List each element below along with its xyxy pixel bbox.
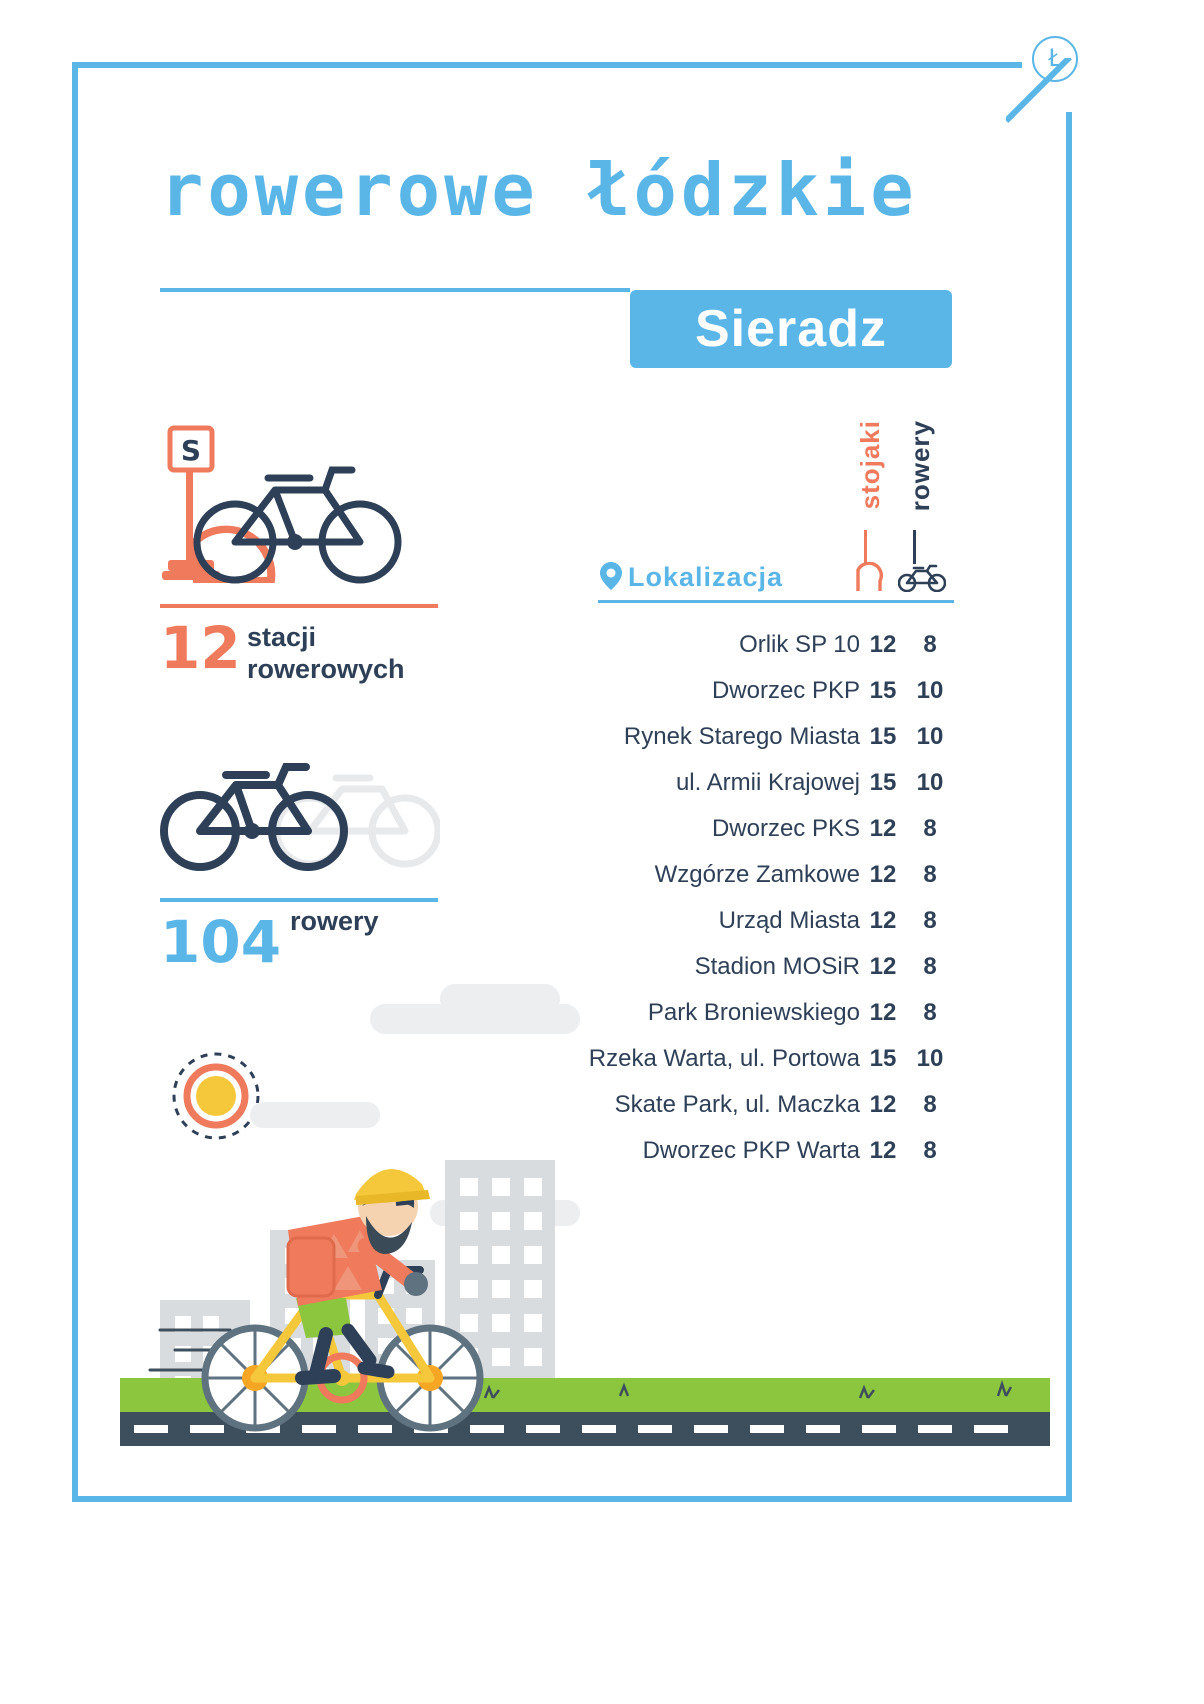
bikes-label: rowery xyxy=(290,906,379,936)
station-location: Orlik SP 10 xyxy=(739,631,860,658)
city-badge: Sieradz xyxy=(630,290,952,368)
station-location: Rynek Starego Miasta xyxy=(623,723,860,750)
station-location: Skate Park, ul. Maczka xyxy=(614,1091,860,1118)
station-racks-count: 15 xyxy=(869,723,897,750)
station-bikes-count: 8 xyxy=(923,631,937,658)
station-bikes-count: 10 xyxy=(916,723,944,750)
station-bikes-count: 8 xyxy=(923,999,937,1026)
bike-rack-icon xyxy=(855,562,883,592)
table-row xyxy=(560,668,954,714)
table-row xyxy=(560,944,954,990)
station-racks-count: 15 xyxy=(869,769,897,796)
bicycle-icon xyxy=(898,564,946,592)
station-bikes-count: 10 xyxy=(916,769,944,796)
page-title: rowerowe łódzkie xyxy=(160,148,918,232)
bike-station-illustration xyxy=(160,420,460,605)
column-header-location: Lokalizacja xyxy=(628,562,784,592)
table-row xyxy=(560,760,954,806)
station-bikes-count: 8 xyxy=(923,1091,937,1118)
stations-divider xyxy=(160,604,438,608)
logo-badge: Ł xyxy=(1032,36,1078,82)
station-location: Wzgórze Zamkowe xyxy=(654,861,860,888)
station-bikes-count: 8 xyxy=(923,1137,937,1164)
station-location: Stadion MOSiR xyxy=(694,953,860,980)
table-row xyxy=(560,990,954,1036)
station-bikes-count: 8 xyxy=(923,815,937,842)
title-divider xyxy=(160,288,630,292)
column-header-bikes: rowery xyxy=(905,420,935,512)
station-racks-count: 12 xyxy=(869,815,897,842)
station-location: Dworzec PKP xyxy=(711,677,860,704)
table-row xyxy=(560,898,954,944)
table-row xyxy=(560,622,954,668)
station-bikes-count: 8 xyxy=(923,907,937,934)
bikes-header-tick xyxy=(913,530,916,564)
station-location: Rzeka Warta, ul. Portowa xyxy=(588,1045,860,1072)
table-row xyxy=(560,714,954,760)
station-racks-count: 12 xyxy=(869,1137,897,1164)
bikes-count: 104 xyxy=(160,908,282,976)
station-location: Park Broniewskiego xyxy=(647,999,860,1026)
station-racks-count: 12 xyxy=(869,999,897,1026)
station-bikes-count: 10 xyxy=(916,1045,944,1072)
station-racks-count: 15 xyxy=(869,1045,897,1072)
table-row xyxy=(560,1128,954,1174)
bikes-divider xyxy=(160,898,438,902)
location-pin-icon xyxy=(600,562,622,590)
station-location: ul. Armii Krajowej xyxy=(675,769,860,796)
station-bikes-count: 8 xyxy=(923,861,937,888)
station-bikes-count: 8 xyxy=(923,953,937,980)
svg-text:S: S xyxy=(180,434,202,467)
table-row xyxy=(560,806,954,852)
station-racks-count: 15 xyxy=(869,677,897,704)
table-row xyxy=(560,1082,954,1128)
table-header-divider xyxy=(598,600,954,603)
station-racks-count: 12 xyxy=(869,861,897,888)
stations-label: stacji rowerowych xyxy=(247,622,405,684)
racks-header-tick xyxy=(864,530,867,564)
station-bikes-count: 10 xyxy=(916,677,944,704)
bikes-illustration xyxy=(160,745,440,880)
table-row xyxy=(560,1036,954,1082)
station-racks-count: 12 xyxy=(869,631,897,658)
stations-count: 12 xyxy=(160,614,241,682)
table-row xyxy=(560,852,954,898)
station-location: Urząd Miasta xyxy=(718,907,860,934)
station-location: Dworzec PKP Warta xyxy=(642,1137,860,1164)
station-racks-count: 12 xyxy=(869,907,897,934)
stations-table xyxy=(560,622,954,1174)
column-header-racks: stojaki xyxy=(855,420,885,510)
station-racks-count: 12 xyxy=(869,1091,897,1118)
station-racks-count: 12 xyxy=(869,953,897,980)
station-location: Dworzec PKS xyxy=(711,815,860,842)
